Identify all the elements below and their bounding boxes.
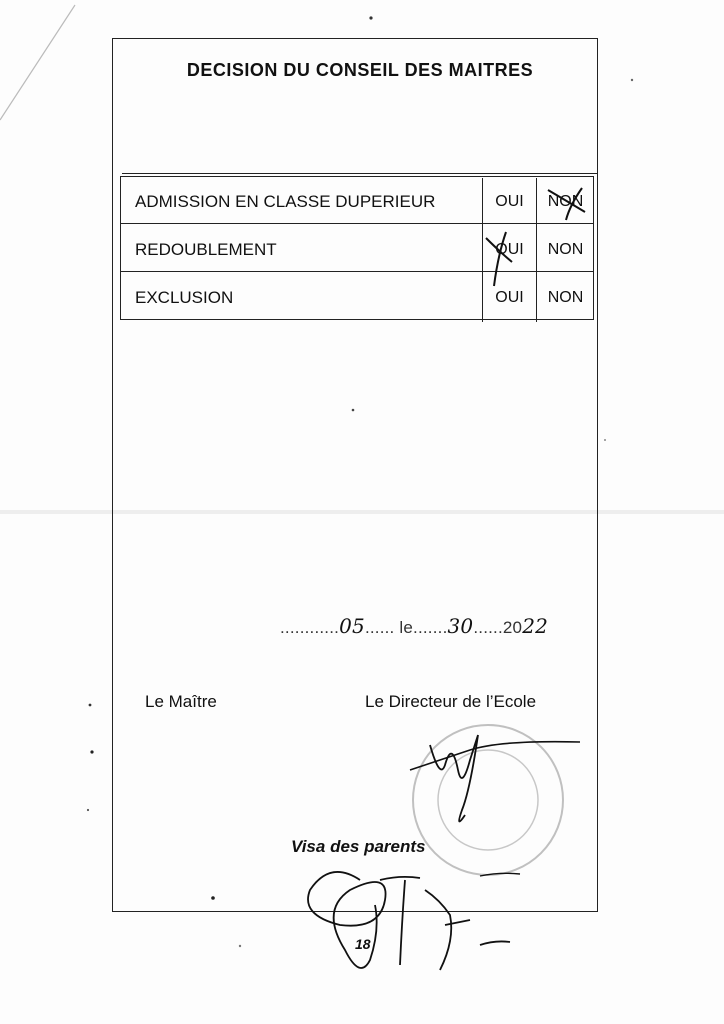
school-stamp xyxy=(413,725,563,875)
date-dots: ......20 xyxy=(473,618,523,637)
teacher-label: Le Maître xyxy=(145,692,217,711)
decision-label: EXCLUSION xyxy=(135,288,234,307)
handwritten-year: 22 xyxy=(522,614,549,638)
handwritten-month: 30 xyxy=(447,614,474,638)
page-title: DECISION DU CONSEIL DES MAITRES xyxy=(186,60,534,80)
yes-option: OUI xyxy=(482,274,536,322)
no-option: NON xyxy=(536,226,594,274)
decision-label: REDOUBLEMENT xyxy=(135,240,277,259)
strike-mark-oui xyxy=(486,232,512,286)
parents-visa-label: Visa des parents xyxy=(291,837,426,856)
yes-option: OUI xyxy=(482,226,536,274)
yes-option: OUI xyxy=(482,178,536,226)
director-signature xyxy=(410,735,580,821)
page-number: 18 xyxy=(355,936,371,952)
director-label: Le Directeur de l’Ecole xyxy=(365,692,537,711)
strike-mark-non xyxy=(548,188,585,220)
handwritten-day: 05 xyxy=(339,614,365,638)
decision-label: ADMISSION EN CLASSE DUPERIEUR xyxy=(135,192,436,211)
date-dots: ............ xyxy=(280,618,340,637)
no-option: NON xyxy=(536,178,594,226)
parent-signature xyxy=(308,872,520,970)
no-option: NON xyxy=(536,274,594,322)
date-dots: ...... le....... xyxy=(364,618,448,637)
